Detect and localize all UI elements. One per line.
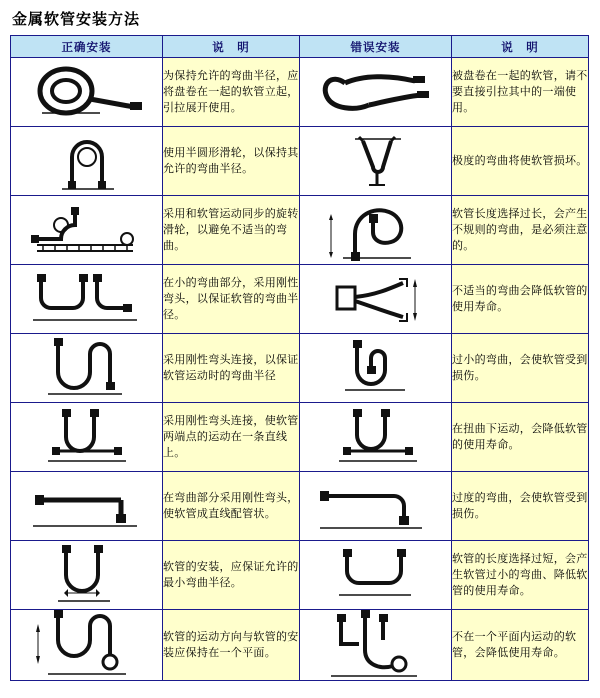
rigid-bend-small-radius-figure	[11, 265, 162, 333]
wrong-figure-cell	[300, 403, 452, 472]
wrong-desc-cell: 在扭曲下运动，会降低软管的使用寿命。	[452, 403, 589, 472]
correct-figure-cell	[11, 334, 163, 403]
page-title: 金属软管安装方法	[12, 10, 141, 28]
correct-figure-cell	[11, 610, 163, 681]
correct-figure-cell	[11, 127, 163, 196]
too-small-bend-damage-figure	[300, 334, 451, 402]
correct-figure-cell	[11, 403, 163, 472]
same-plane-motion-figure	[11, 610, 162, 680]
table-header-row	[11, 36, 589, 58]
coiled-hose-pulled-figure	[300, 58, 451, 126]
wrong-desc-cell: 不适当的弯曲会降低软管的使用寿命。	[452, 265, 589, 334]
header-correct-install: 正确安装	[11, 36, 163, 58]
correct-desc-cell: 采用刚性弯头连接，使软管两端点的运动在一条直线上。	[163, 403, 300, 472]
header-correct-desc: 说 明	[163, 36, 300, 58]
wrong-desc-cell: 过小的弯曲，会使软管受到损伤。	[452, 334, 589, 403]
wrong-desc-cell: 软管长度选择过长，会产生不规则的弯曲，是必须注意的。	[452, 196, 589, 265]
correct-desc-cell: 为保持允许的弯曲半径，应将盘卷在一起的软管立起，引拉展开使用。	[163, 58, 300, 127]
wrong-desc-cell: 不在一个平面内运动的软管，会降低使用寿命。	[452, 610, 589, 681]
correct-desc-cell: 软管的运动方向与软管的安装应保持在一个平面。	[163, 610, 300, 681]
correct-desc-cell: 在弯曲部分采用刚性弯头，使软管成直线配管状。	[163, 472, 300, 541]
wrong-figure-cell	[300, 610, 452, 681]
correct-figure-cell	[11, 541, 163, 610]
min-bend-radius-install-figure	[11, 541, 162, 609]
table-row	[11, 610, 589, 681]
correct-desc-cell: 采用和软管运动同步的旋转滑轮，以避免不适当的弯曲。	[163, 196, 300, 265]
wrong-figure-cell	[300, 265, 452, 334]
correct-figure-cell	[11, 196, 163, 265]
coiled-hose-standing-figure	[11, 58, 162, 126]
wrong-figure-cell	[300, 58, 452, 127]
correct-figure-cell	[11, 265, 163, 334]
correct-desc-cell: 使用半圆形滑轮，以保持其允许的弯曲半径。	[163, 127, 300, 196]
straight-line-motion-figure	[11, 403, 162, 471]
installation-methods-table	[10, 35, 589, 681]
table-row	[11, 265, 589, 334]
wrong-figure-cell	[300, 196, 452, 265]
table-row	[11, 541, 589, 610]
rigid-elbow-connection-figure	[11, 334, 162, 402]
excessive-bend-damage-figure	[300, 472, 451, 540]
straight-pipe-elbow-figure	[11, 472, 162, 540]
sharp-bend-damage-figure	[300, 127, 451, 195]
excess-length-irregular-bend-figure	[300, 196, 451, 264]
wrong-desc-cell: 软管的长度选择过短，会产生软管过小的弯曲、降低软管的使用寿命。	[452, 541, 589, 610]
wrong-figure-cell	[300, 541, 452, 610]
wrong-desc-cell: 被盘卷在一起的软管，请不要直接引拉其中的一端使用。	[452, 58, 589, 127]
table-row	[11, 403, 589, 472]
table-row	[11, 334, 589, 403]
header-wrong-desc: 说 明	[452, 36, 589, 58]
wrong-figure-cell	[300, 127, 452, 196]
rotating-sheave-sync-figure	[11, 196, 162, 264]
wrong-figure-cell	[300, 472, 452, 541]
torsion-motion-figure	[300, 403, 451, 471]
correct-desc-cell: 软管的安装，应保证允许的最小弯曲半径。	[163, 541, 300, 610]
table-row	[11, 196, 589, 265]
header-wrong-install: 错误安装	[300, 36, 452, 58]
correct-figure-cell	[11, 472, 163, 541]
improper-bend-life-figure	[300, 265, 451, 333]
wrong-desc-cell: 极度的弯曲将使软管损坏。	[452, 127, 589, 196]
correct-desc-cell: 采用刚性弯头连接，以保证软管运动时的弯曲半径	[163, 334, 300, 403]
wrong-figure-cell	[300, 334, 452, 403]
wrong-desc-cell: 过度的弯曲，会使软管受到损伤。	[452, 472, 589, 541]
table-row	[11, 127, 589, 196]
correct-desc-cell: 在小的弯曲部分，采用刚性弯头，以保证软管的弯曲半径。	[163, 265, 300, 334]
correct-figure-cell	[11, 58, 163, 127]
semicircular-sheave-figure	[11, 127, 162, 195]
too-short-length-figure	[300, 541, 451, 609]
table-row	[11, 58, 589, 127]
table-row	[11, 472, 589, 541]
out-of-plane-motion-figure	[300, 610, 451, 680]
